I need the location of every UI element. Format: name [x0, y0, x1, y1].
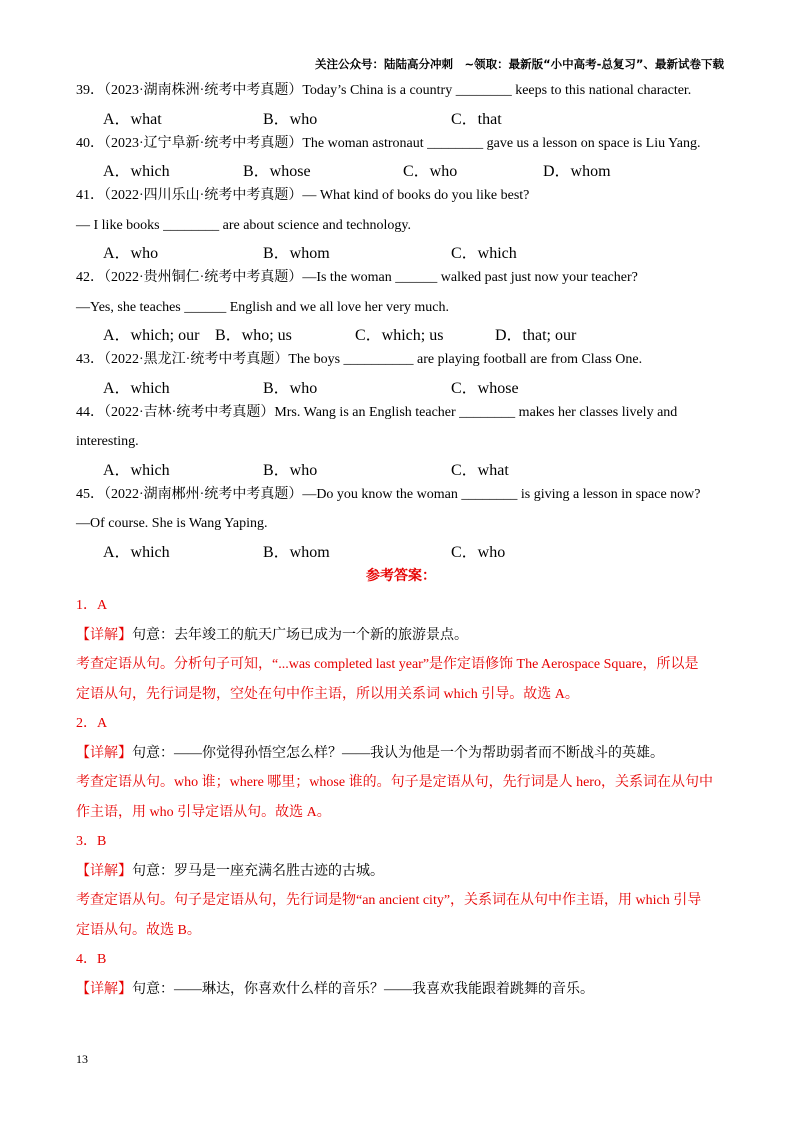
- question-text-cont: —Of course. She is Wang Yaping.: [76, 516, 268, 531]
- answer-number: 1．A: [76, 598, 108, 613]
- detail-text: 句意：去年竣工的航天广场已成为一个新的旅游景点。: [132, 627, 468, 643]
- options: [76, 375, 726, 398]
- option-b: B．who; us: [215, 327, 292, 344]
- option-b: B．who: [263, 461, 318, 479]
- options: [76, 539, 726, 562]
- answer-explanation: 考查定语从句。who 谁；where 哪里；whose 谁的。句子是定语从句，先行词是人 hero，关系词在从句中: [76, 775, 713, 790]
- option-c: C．who: [403, 163, 458, 180]
- question-text: 42．（2022·贵州铜仁·统考中考真题）—Is the woman ______ walked past just now your teacher?: [76, 270, 638, 285]
- option-c: C．which; us: [355, 327, 444, 344]
- options: [76, 457, 726, 480]
- option-a: A．who: [103, 245, 159, 262]
- question-text-cont: —Yes, she teaches ______ English and we all love her very much.: [76, 299, 449, 315]
- detail-tag: 【详解】: [76, 981, 132, 997]
- detail-text: 句意：罗马是一座充满名胜古迹的古城。: [132, 863, 384, 879]
- options: [76, 322, 726, 345]
- detail-tag: 【详解】: [76, 863, 132, 879]
- option-b: B．whom: [263, 245, 330, 262]
- question-39: [76, 76, 726, 129]
- answer-explanation-cont: 作主语，用 who 引导定语从句。故选 A。: [76, 804, 331, 820]
- option-a: A．which: [103, 461, 170, 479]
- question-45: [76, 480, 726, 562]
- option-a: A．which: [103, 379, 170, 397]
- option-b: B．who: [263, 379, 318, 397]
- answer-explanation-cont: 定语从句，先行词是物，空处在句中作主语，所以用关系词 which 引导。故选 A。: [76, 686, 579, 702]
- page-content: [76, 76, 726, 1004]
- question-43: [76, 345, 726, 398]
- option-b: B．who: [263, 110, 318, 128]
- option-c: C．whose: [451, 379, 519, 397]
- options: [76, 240, 726, 263]
- option-d: D．whom: [543, 163, 611, 180]
- question-42: [76, 263, 726, 345]
- answer-number: 2．A: [76, 716, 108, 731]
- question-text: 44．（2022·吉林·统考中考真题）Mrs. Wang is an English teacher ________ makes her classes lively and: [76, 404, 678, 420]
- answer-4: [76, 945, 726, 1004]
- option-c: C．which: [451, 245, 517, 262]
- question-text: 40．（2023·辽宁阜新·统考中考真题）The woman astronaut ________ gave us a lesson on space is Liu Yang.: [76, 135, 701, 151]
- question-text: 43．（2022·黑龙江·统考中考真题）The boys __________ are playing football are from Class One.: [76, 352, 643, 367]
- answer-detail: [76, 857, 726, 887]
- question-text: 41．（2022·四川乐山·统考中考真题）— What kind of books do you like best?: [76, 188, 530, 203]
- option-d: D．that; our: [495, 327, 577, 344]
- option-b: B．whose: [243, 163, 311, 180]
- option-a: A．which: [103, 163, 170, 180]
- answer-detail: [76, 975, 726, 1005]
- answers-heading: 参考答案：: [366, 567, 436, 584]
- answer-explanation: 考查定语从句。分析句子可知，“...was completed last year”是作定语修饰 The Aerospace Square，所以是: [76, 657, 699, 672]
- answer-detail: [76, 739, 726, 769]
- detail-tag: 【详解】: [76, 627, 132, 643]
- detail-tag: 【详解】: [76, 745, 132, 761]
- answer-detail: [76, 621, 726, 651]
- options: [76, 158, 726, 181]
- page-number: 13: [76, 1052, 88, 1066]
- question-40: [76, 129, 726, 182]
- question-text: 45．（2022·湖南郴州·统考中考真题）—Do you know the woman ________ is giving a lesson in space now?: [76, 486, 701, 502]
- option-a: A．which: [103, 543, 170, 561]
- question-text-cont: — I like books ________ are about science and technology.: [76, 217, 412, 233]
- question-text-cont: interesting.: [76, 434, 139, 449]
- answer-number: 4．B: [76, 952, 107, 967]
- answer-1: [76, 591, 726, 709]
- option-a: A．what: [103, 110, 162, 128]
- options: [76, 106, 726, 129]
- page-header: 关注公众号：陆陆高分冲刺 ~领取：最新版“小中高考-总复习”、最新试卷下载: [314, 57, 724, 71]
- option-a: A．which; our: [103, 327, 200, 344]
- answer-2: [76, 709, 726, 827]
- answer-3: [76, 827, 726, 945]
- question-44: [76, 398, 726, 480]
- detail-text: 句意：——琳达，你喜欢什么样的音乐？——我喜欢我能跟着跳舞的音乐。: [132, 981, 594, 997]
- answer-explanation: 考查定语从句。句子是定语从句，先行词是物“an ancient city”，关系词在从句中作主语，用 which 引导: [76, 893, 702, 908]
- option-c: C．that: [451, 110, 502, 128]
- question-text: 39．（2023·湖南株洲·统考中考真题）Today’s China is a country ________ keeps to this national character.: [76, 83, 692, 98]
- option-c: C．what: [451, 461, 509, 479]
- question-41: [76, 181, 726, 263]
- answer-number: 3．B: [76, 834, 107, 849]
- option-c: C．who: [451, 543, 506, 561]
- option-b: B．whom: [263, 543, 330, 561]
- answer-explanation-cont: 定语从句。故选 B。: [76, 922, 201, 938]
- detail-text: 句意：——你觉得孙悟空怎么样？——我认为他是一个为帮助弱者而不断战斗的英雄。: [132, 745, 664, 761]
